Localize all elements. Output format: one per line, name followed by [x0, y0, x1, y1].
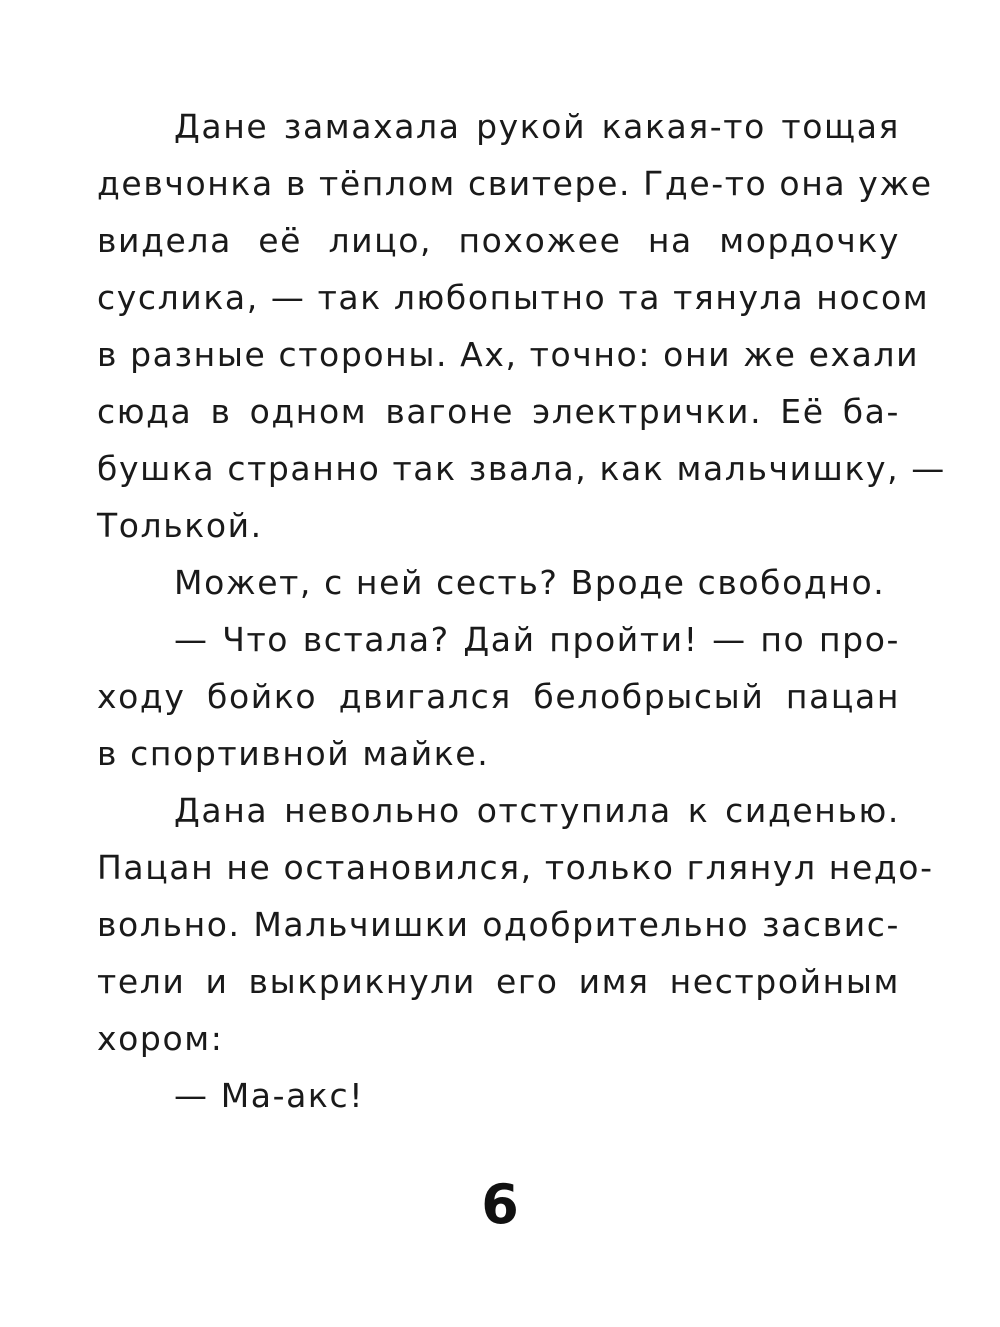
text-line: — Что встала? Дай пройти! — по про-	[174, 620, 900, 659]
text-line: Пацан не остановился, только глянул недо-	[97, 848, 934, 887]
text-line: в спортивной майке.	[97, 734, 490, 773]
text-line: видела её лицо, похожее на мордочку	[97, 221, 900, 260]
text-line: хором:	[97, 1019, 224, 1058]
text-line: — Ма-акс!	[174, 1076, 365, 1115]
page-body-text	[97, 98, 946, 1124]
text-line: ходу бойко двигался белобрысый пацан	[97, 677, 900, 716]
page-number: 6	[481, 1173, 519, 1236]
text-line: в разные стороны. Ах, точно: они же ехали	[97, 335, 920, 374]
text-line: суслика, — так любопытно та тянула носом	[97, 278, 930, 317]
text-line: Может, с ней сесть? Вроде свободно.	[174, 563, 886, 602]
text-line: Дана невольно отступила к сиденью.	[174, 791, 900, 830]
text-line: девчонка в тёплом свитере. Где-то она уже	[97, 164, 933, 203]
text-line: бушка странно так звала, как мальчишку, —	[97, 449, 946, 488]
text-line: вольно. Мальчишки одобрительно засвис-	[97, 905, 900, 944]
text-line: Дане замахала рукой какая-то тощая	[174, 107, 900, 146]
text-line: тели и выкрикнули его имя нестройным	[97, 962, 900, 1001]
text-line: сюда в одном вагоне электрички. Её ба-	[97, 392, 900, 431]
text-line: Толькой.	[97, 506, 263, 545]
